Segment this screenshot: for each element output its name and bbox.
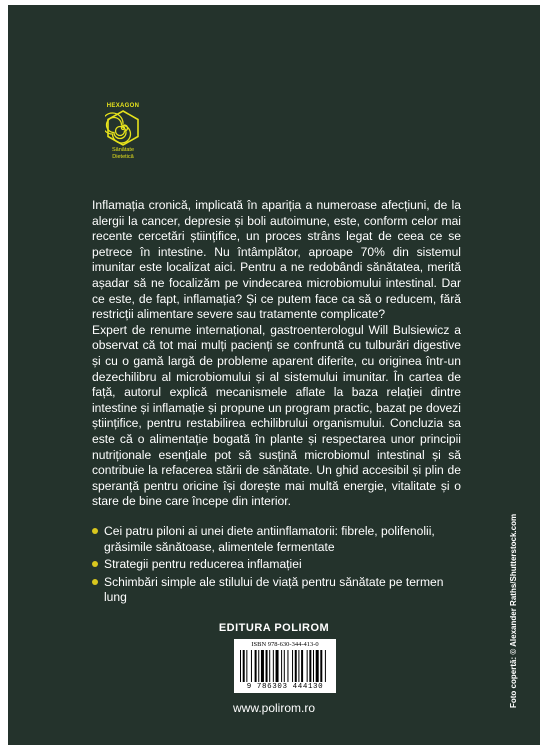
spiral-hexagon-icon	[105, 110, 141, 146]
publisher-website: www.polirom.ro	[232, 701, 316, 715]
description-paragraph-2: Expert de renume internațional, gastroenterologul Will Bulsiewicz a observat că tot mai mulți pacienți se confruntă cu tulburări digestive și cu o gamă largă de probleme aparent diferite, cu originea într-un dezechilibru al microbiomului și al sistemului imunitar. În cartea de față, autorul explică mecanismele aflate la baza relației dintre intestine și inflamație și propune un program practic, bazat pe dovezi științifice, pentru restabilirea echilibrului organismului. Concluzia sa este că o alimentație bogată în plante și respectarea unor principii nutriționale esențiale pot să susțină microbiomul intestinal și să contribuie la refacerea stării de sănătate. Un ghid accesibil și plin de speranță pentru oricine își dorește mai multă energie, vitalitate și o stare de bine care începe din interior.	[92, 322, 461, 509]
hexagon-logo	[96, 103, 150, 160]
publisher-name: EDITURA POLIROM	[218, 622, 330, 634]
highlight-text: Schimbări simple ale stilului de viață pentru sănătate pe termen lung	[104, 574, 444, 605]
highlights-list	[92, 524, 467, 608]
description-paragraph-1: Inflamația cronică, implicată în apariția a numeroase afecțiuni, de la alergii la cancer, depresie și boli autoimune, este, conform celor mai recente cercetări științifice, un proces strâns legat de ceea ce se petrece în intestine. Nu întâmplător, aproape 70% din sistemul imunitar este localizat aici. Pentru a ne redobândi sănătatea, merită așadar să ne focalizăm pe vindecarea microbiomului intestinal. Dar ce este, de fapt, inflamația? Și ce putem face ca să o reducem, fără restricții alimentare severe sau tratamente complicate?	[92, 198, 461, 322]
logo-tagline-1: Sănătate	[111, 147, 135, 153]
bullet-dot-icon	[92, 561, 98, 567]
book-description	[92, 198, 461, 510]
list-item	[92, 524, 467, 555]
isbn-label: ISBN 978-630-344-413-0	[251, 641, 319, 648]
bullet-dot-icon	[92, 528, 98, 534]
list-item	[92, 557, 467, 573]
bullet-dot-icon	[92, 579, 98, 585]
back-cover	[8, 5, 540, 745]
list-item	[92, 575, 467, 606]
logo-tagline-2: Dietetică	[112, 154, 134, 160]
logo-brand: HEXAGON	[106, 103, 140, 109]
highlight-text: Strategii pentru reducerea inflamației	[104, 557, 302, 572]
barcode-number: 9 786303 444130	[246, 683, 324, 691]
highlight-text: Cei patru piloni ai unei diete antiinflamatorii: fibrele, polifenolii, grăsimile sănătoase, alimentele fermentate	[104, 524, 435, 554]
photo-credit: Foto copertă: © Alexander Raths/Shutterstock.com	[509, 513, 518, 708]
barcode-bars	[240, 650, 330, 682]
barcode	[234, 639, 336, 693]
